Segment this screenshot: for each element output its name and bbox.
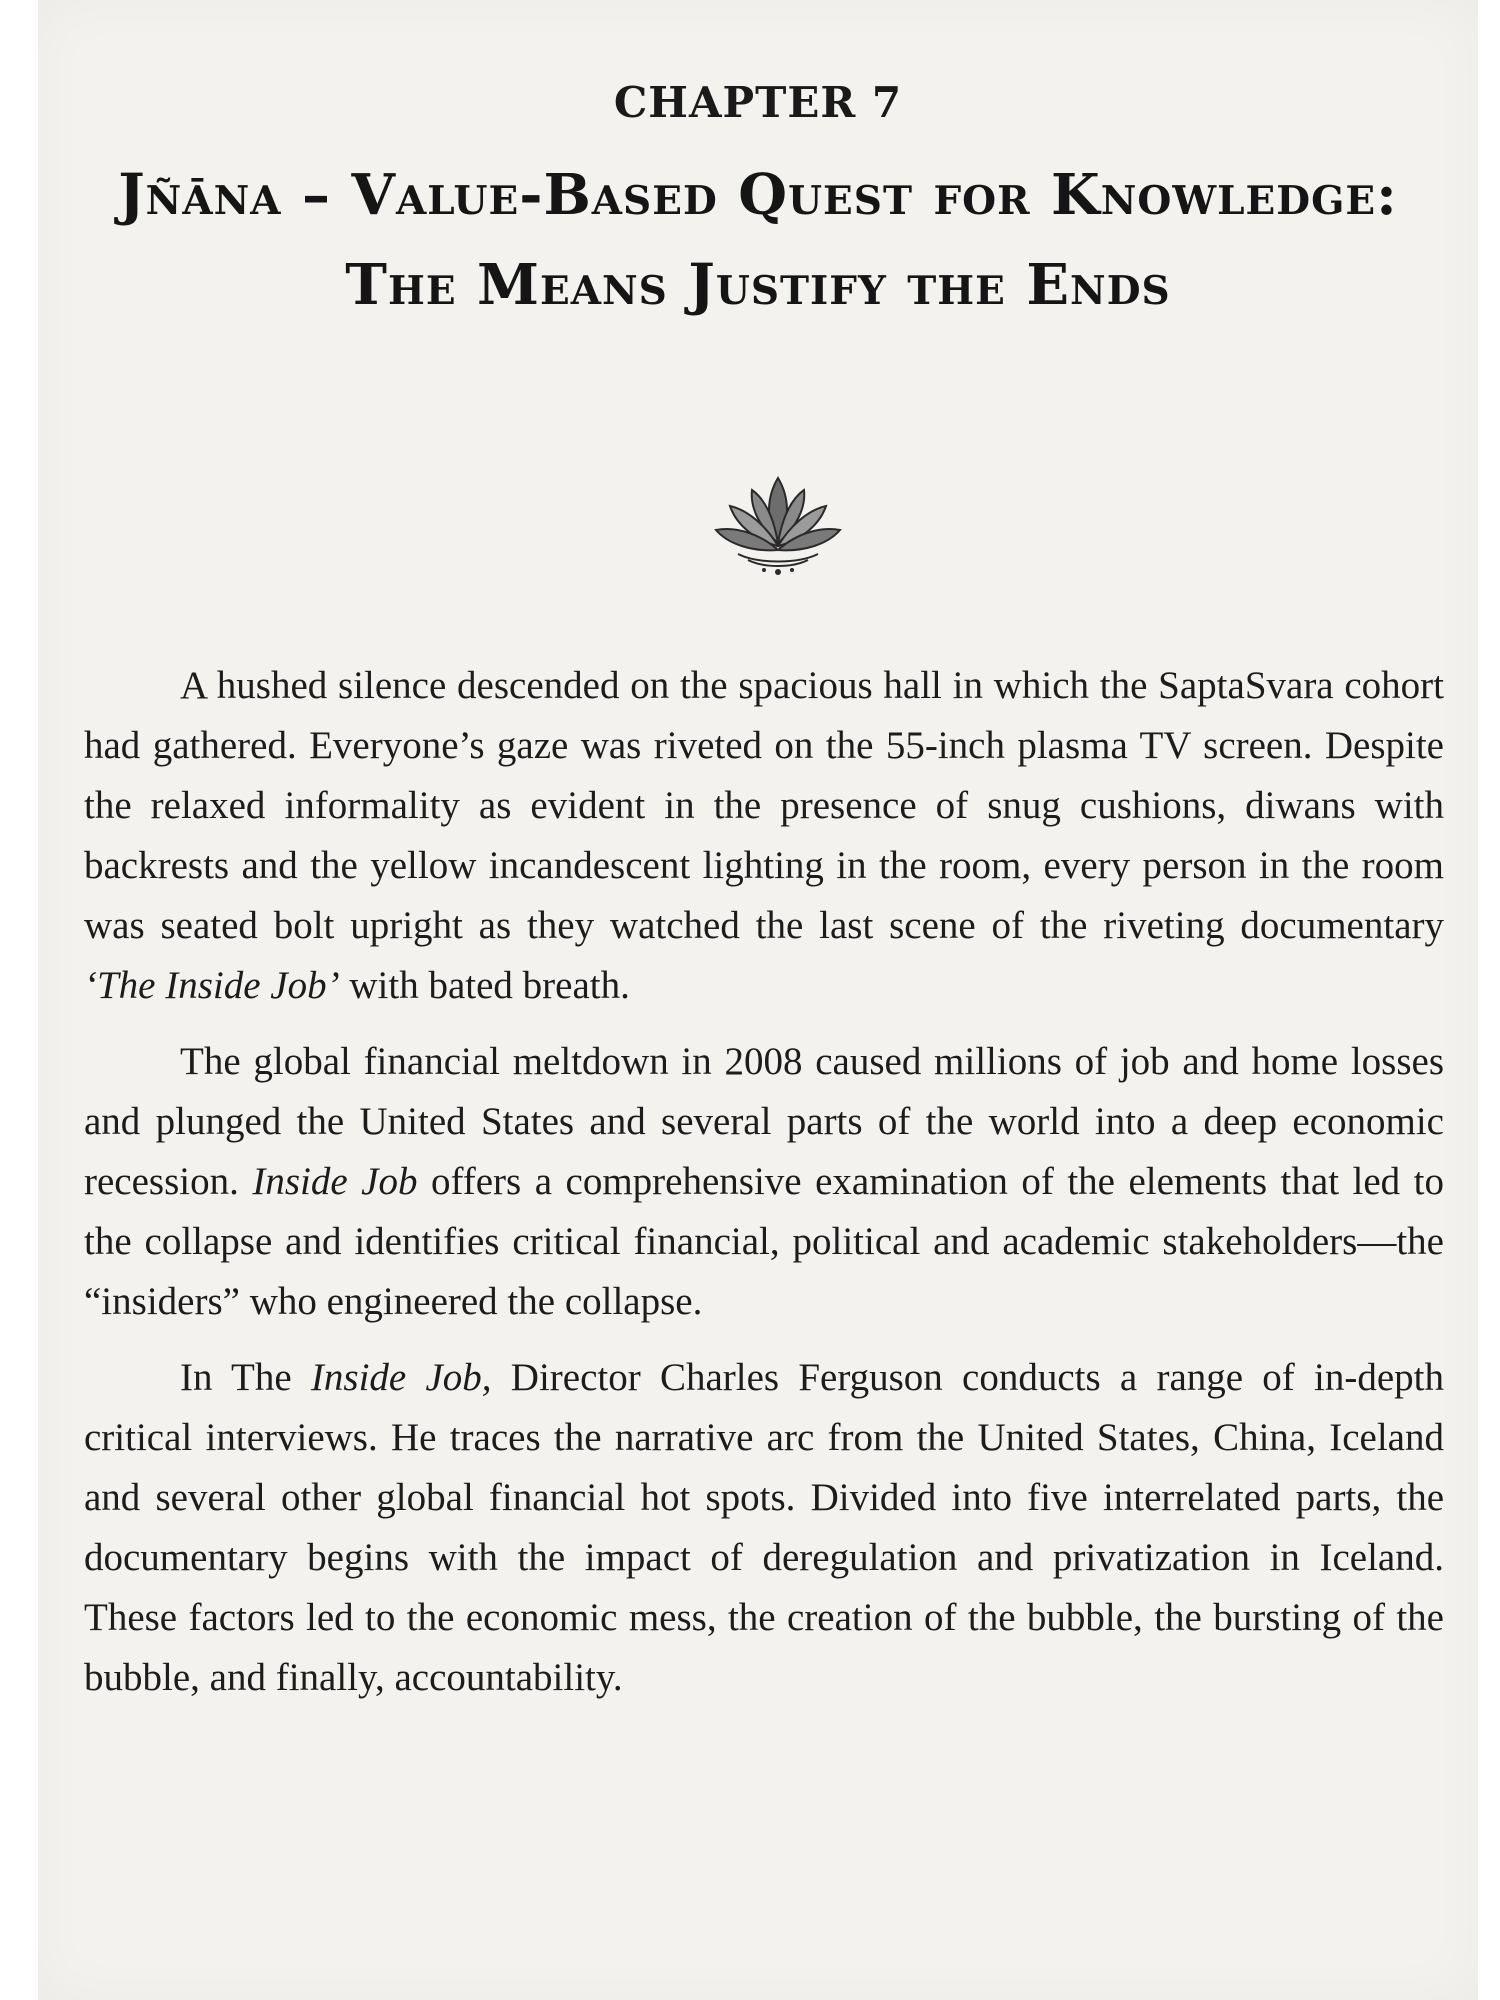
chapter-body <box>84 656 1444 1724</box>
body-paragraph <box>84 656 1444 1016</box>
paragraph-text: The global financial meltdown in 2008 caused millions of job and home losses and plunged the United States and several parts of the world into a deep economic recession. <box>84 1040 1444 1203</box>
chapter-label: CHAPTER 7 <box>613 78 903 127</box>
italic-title-text: Inside Job <box>252 1160 418 1203</box>
italic-title-text: ‘The Inside Job’ <box>84 964 340 1007</box>
book-page <box>38 0 1478 2000</box>
paragraph-text: In The <box>180 1356 311 1399</box>
body-paragraph <box>84 1348 1444 1708</box>
paragraph-text: with bated breath. <box>339 964 630 1007</box>
italic-title-text: Inside Job, <box>310 1356 492 1399</box>
paragraph-text: offers a comprehensive examination of the elements that led to the collapse and identifies critical financial, political and academic stakeholders—the “insiders” who engineered the collapse. <box>84 1160 1445 1323</box>
chapter-title: Jñāna – Value-Based Quest for Knowledge: The Means Justify the Ends <box>118 162 1398 318</box>
paragraph-text: A hushed silence descended on the spacious hall in which the SaptaSvara cohort had gathered. Everyone’s gaze was riveted on the 55-inch plasma TV screen. Despite the relaxed informality as evident in the presence of snug cushions, diwans with backrests and the yellow incandescent lighting in the room, every person in the room was seated bolt upright as they watched the last scene of the riveting documentary <box>84 664 1444 947</box>
paragraph-text: Director Charles Ferguson conducts a range of in-depth critical interviews. He traces the narrative arc from the United States, China, Iceland and several other global financial hot spots. Divided into five interrelated parts, the documentary begins with the impact of deregulation and privatization in Iceland. These factors led to the economic mess, the creation of the bubble, the bursting of the bubble, and finally, accountability. <box>84 1356 1445 1699</box>
page-content <box>54 0 1462 2000</box>
body-paragraph <box>84 1032 1444 1332</box>
lotus-icon <box>708 468 848 580</box>
